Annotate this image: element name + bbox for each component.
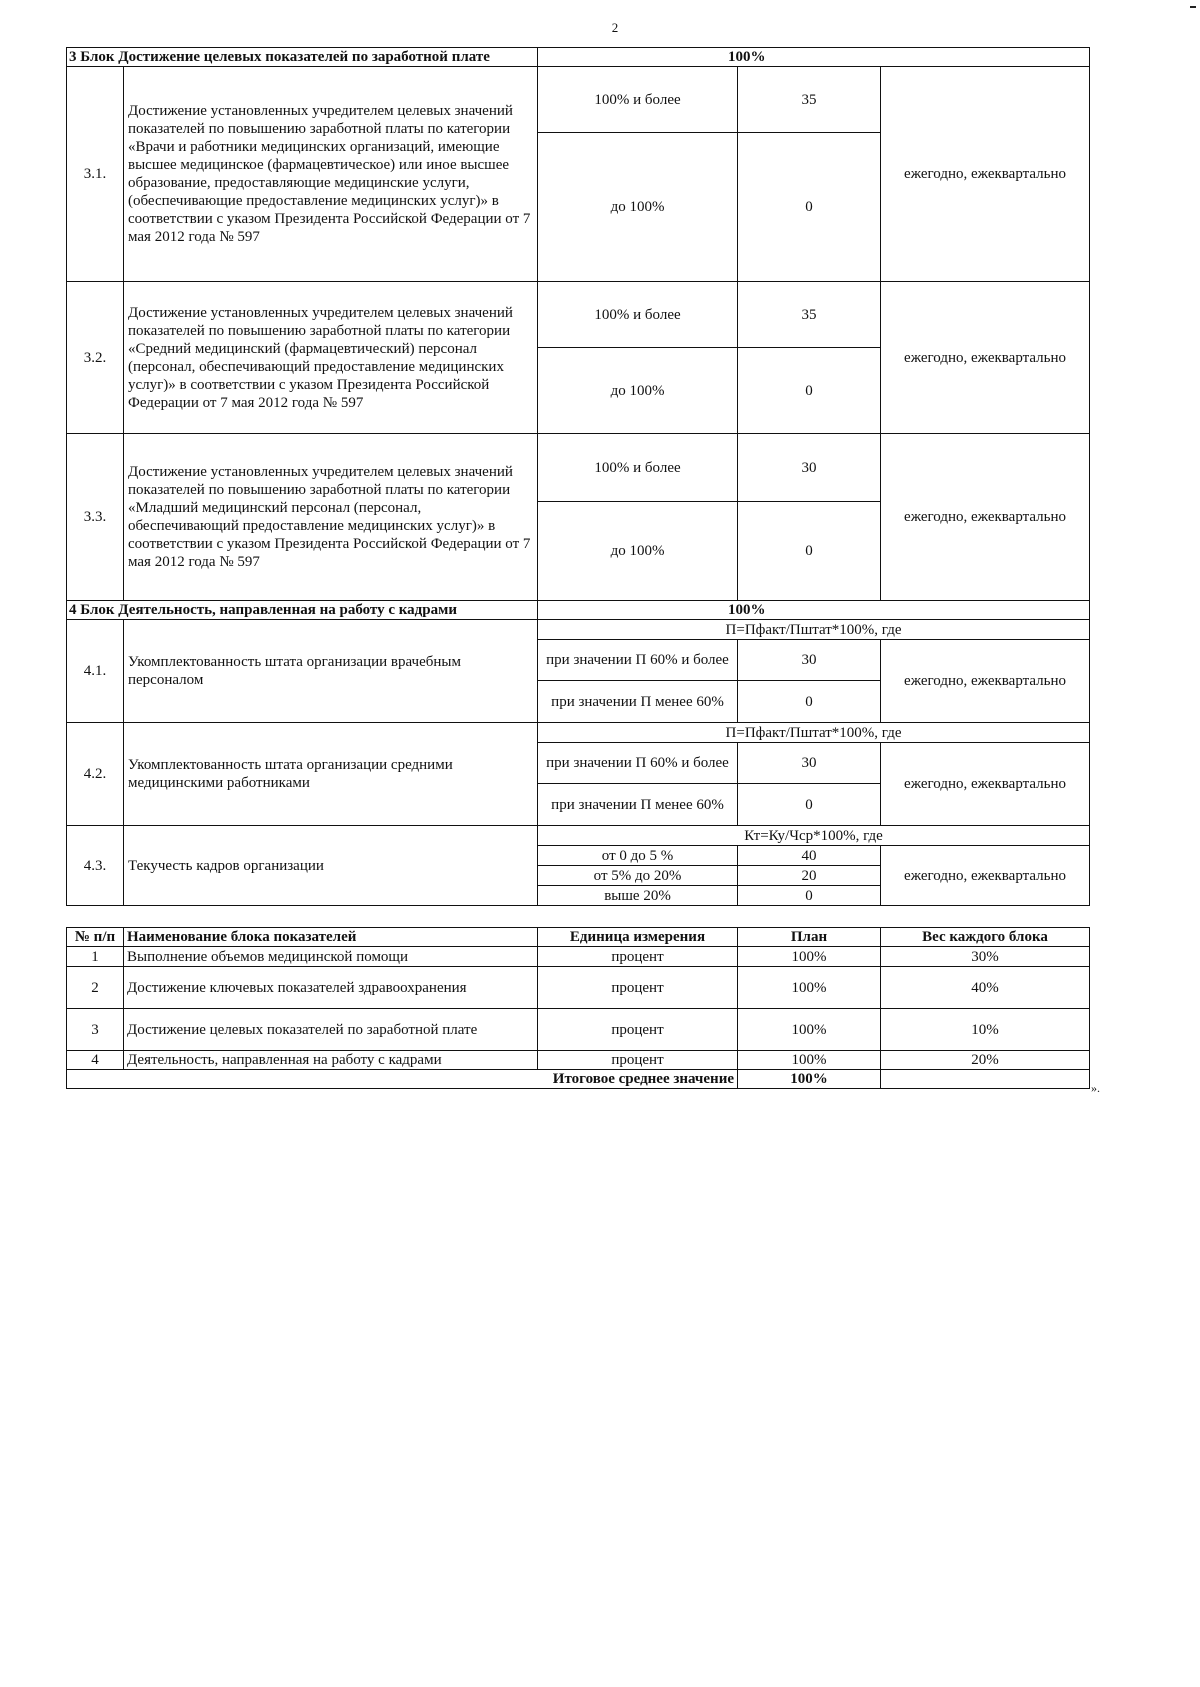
summary-name: Деятельность, направленная на работу с кадрами: [124, 1051, 538, 1070]
row-number: 3.1.: [67, 67, 124, 282]
formula: П=Пфакт/Пштат*100%, где: [538, 620, 1090, 640]
row-description: Укомплектованность штата организации средними медицинскими работниками: [124, 723, 538, 826]
criterion-score: 0: [738, 502, 881, 601]
summary-num: 3: [67, 1009, 124, 1051]
header-cell: План: [738, 928, 881, 947]
criterion-label: при значении П 60% и более: [538, 640, 738, 681]
summary-name: Достижение целевых показателей по заработной плате: [124, 1009, 538, 1051]
block3-header: [67, 48, 1090, 67]
criterion-score: 40: [738, 846, 881, 866]
criterion-score: 30: [738, 640, 881, 681]
summary-plan: 100%: [738, 1009, 881, 1051]
criterion-score: 0: [738, 348, 881, 434]
table-row: [67, 620, 1090, 640]
table-row: [67, 826, 1090, 846]
row-number: 4.3.: [67, 826, 124, 906]
summary-name: Выполнение объемов медицинской помощи: [124, 947, 538, 967]
summary-header-row: [67, 928, 1090, 947]
row-number: 4.2.: [67, 723, 124, 826]
row-number: 4.1.: [67, 620, 124, 723]
summary-weight: 20%: [881, 1051, 1090, 1070]
summary-weight: 40%: [881, 967, 1090, 1009]
total-value: 100%: [738, 1070, 881, 1089]
indicators-table: [66, 47, 1090, 906]
summary-weight: 30%: [881, 947, 1090, 967]
criterion-label: 100% и более: [538, 282, 738, 348]
criterion-label: до 100%: [538, 348, 738, 434]
row-description: Укомплектованность штата организации врачебным персоналом: [124, 620, 538, 723]
summary-plan: 100%: [738, 1051, 881, 1070]
block3-label: 3 Блок: [69, 49, 115, 65]
summary-unit: процент: [538, 967, 738, 1009]
criterion-score: 0: [738, 133, 881, 282]
table-row: [67, 282, 1090, 348]
block3-title: Достижение целевых показателей по заработной плате: [118, 49, 490, 65]
row-number: 3.3.: [67, 434, 124, 601]
row-description: Достижение установленных учредителем целевых значений показателей по повышению заработной платы по категории «Младший медицинский персонал (персонал, обеспечивающий предоставление медицинских услуг)» в соответствии с указом Президента Российской Федерации от 7 мая 2012 года № 597: [124, 434, 538, 601]
criterion-score: 35: [738, 67, 881, 133]
summary-plan: 100%: [738, 967, 881, 1009]
criterion-score: 20: [738, 866, 881, 886]
summary-num: 4: [67, 1051, 124, 1070]
block4-title: Деятельность, направленная на работу с кадрами: [118, 602, 457, 618]
block3-weight: 100%: [538, 48, 1090, 67]
criterion-label: до 100%: [538, 502, 738, 601]
summary-unit: процент: [538, 1009, 738, 1051]
period: ежегодно, ежеквартально: [881, 846, 1090, 906]
header-cell: Единица измерения: [538, 928, 738, 947]
row-description: Достижение установленных учредителем целевых значений показателей по повышению заработной платы по категории «Средний медицинский (фармацевтический) персонал (персонал, обеспечивающий предоставление медицинских услуг)» в соответствии с указом Президента Российской Федерации от 7 мая 2012 года № 597: [124, 282, 538, 434]
summary-unit: процент: [538, 1051, 738, 1070]
summary-name: Достижение ключевых показателей здравоохранения: [124, 967, 538, 1009]
period: ежегодно, ежеквартально: [881, 743, 1090, 826]
summary-num: 2: [67, 967, 124, 1009]
period: ежегодно, ежеквартально: [881, 282, 1090, 434]
table-row: [67, 723, 1090, 743]
block4-label: 4 Блок: [69, 602, 115, 618]
summary-total-row: [67, 1070, 1090, 1089]
block4-weight: 100%: [538, 601, 1090, 620]
criterion-label: до 100%: [538, 133, 738, 282]
criterion-score: 0: [738, 681, 881, 723]
page-number: 2: [611, 20, 619, 35]
table-row: [67, 967, 1090, 1009]
header-cell: № п/п: [67, 928, 124, 947]
table-row: [67, 947, 1090, 967]
header-cell: Вес каждого блока: [881, 928, 1090, 947]
summary-unit: процент: [538, 947, 738, 967]
period: ежегодно, ежеквартально: [881, 67, 1090, 282]
criterion-label: 100% и более: [538, 67, 738, 133]
criterion-score: 0: [738, 886, 881, 906]
formula: Кт=Ку/Чср*100%, где: [538, 826, 1090, 846]
block4-header: [67, 601, 1090, 620]
closing-mark: ».: [1091, 1081, 1100, 1095]
criterion-score: 35: [738, 282, 881, 348]
row-description: Текучесть кадров организации: [124, 826, 538, 906]
criterion-label: при значении П менее 60%: [538, 681, 738, 723]
total-label: Итоговое среднее значение: [67, 1070, 738, 1089]
criterion-label: от 0 до 5 %: [538, 846, 738, 866]
criterion-label: от 5% до 20%: [538, 866, 738, 886]
criterion-label: 100% и более: [538, 434, 738, 502]
scan-mark: [1190, 6, 1196, 8]
summary-plan: 100%: [738, 947, 881, 967]
table-row: [67, 434, 1090, 502]
table-row: [67, 1051, 1090, 1070]
criterion-score: 30: [738, 434, 881, 502]
criterion-label: выше 20%: [538, 886, 738, 906]
criterion-label: при значении П 60% и более: [538, 743, 738, 784]
table-row: [67, 67, 1090, 133]
summary-weight: 10%: [881, 1009, 1090, 1051]
row-description: Достижение установленных учредителем целевых значений показателей по повышению заработной платы по категории «Врачи и работники медицинских организаций, имеющие высшее медицинское (фармацевтическое) или иное высшее образование, предоставляющие медицинские услуги, (обеспечивающие предоставление медицинских услуг)» в соответствии с указом Президента Российской Федерации от 7 мая 2012 года № 597: [124, 67, 538, 282]
criterion-label: при значении П менее 60%: [538, 784, 738, 826]
total-empty: [881, 1070, 1090, 1089]
criterion-score: 30: [738, 743, 881, 784]
row-number: 3.2.: [67, 282, 124, 434]
period: ежегодно, ежеквартально: [881, 434, 1090, 601]
table-row: [67, 1009, 1090, 1051]
period: ежегодно, ежеквартально: [881, 640, 1090, 723]
summary-num: 1: [67, 947, 124, 967]
criterion-score: 0: [738, 784, 881, 826]
header-cell: Наименование блока показателей: [124, 928, 538, 947]
summary-table: [66, 927, 1090, 1089]
formula: П=Пфакт/Пштат*100%, где: [538, 723, 1090, 743]
